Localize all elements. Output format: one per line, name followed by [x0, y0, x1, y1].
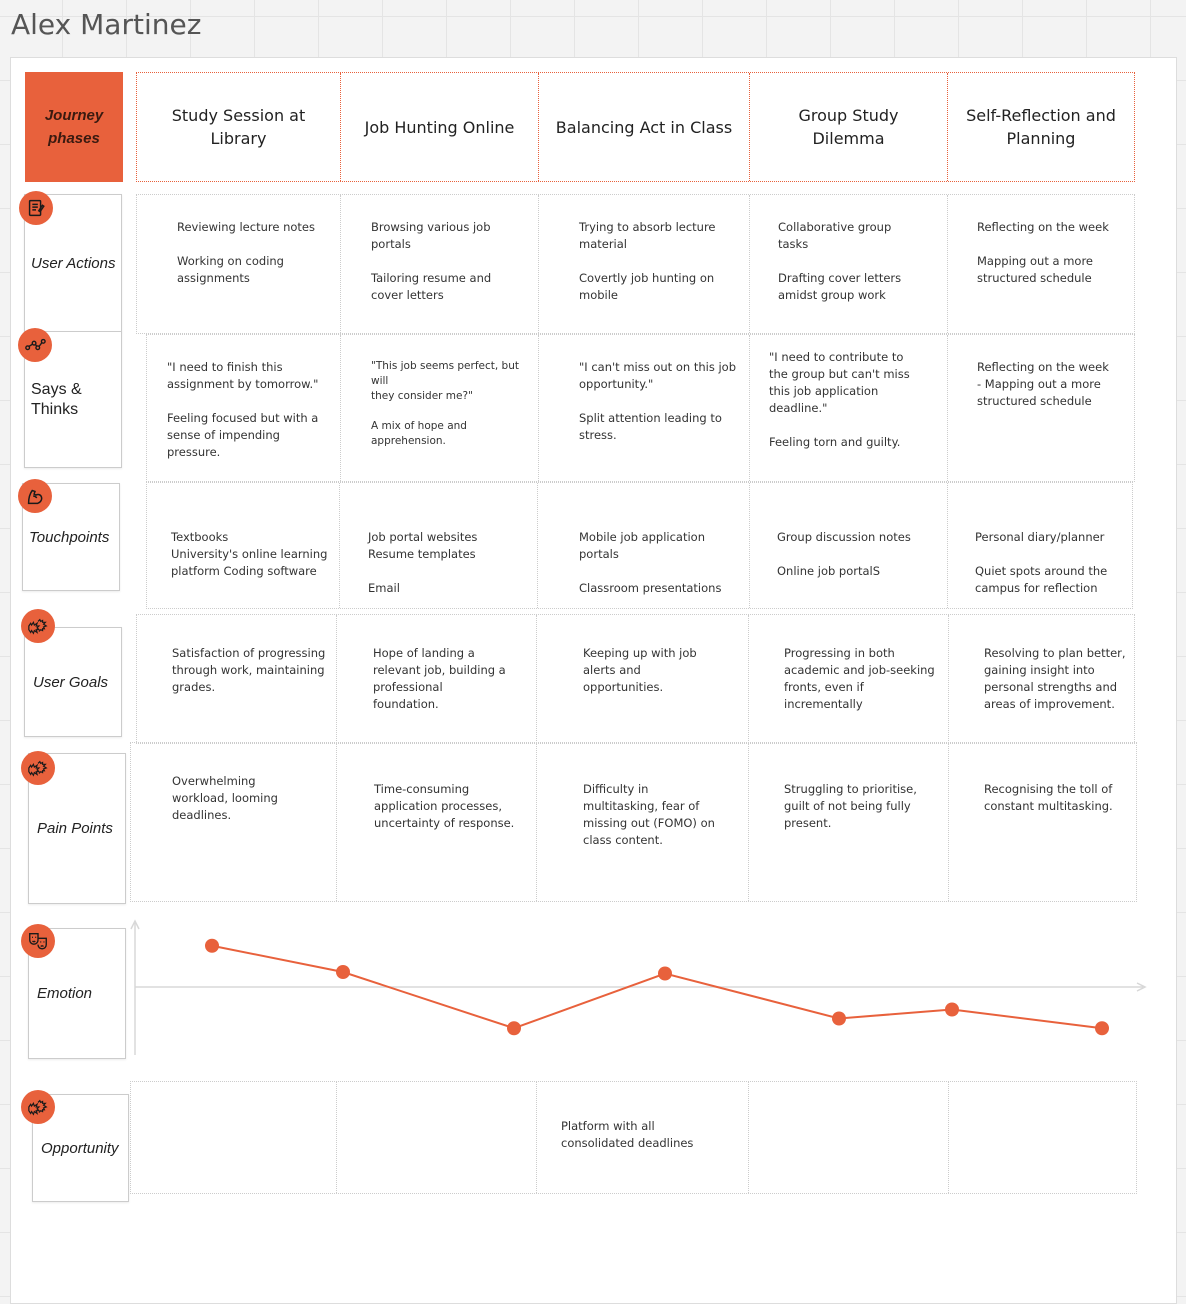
cell	[536, 743, 748, 901]
phase-5: Self-Reflection and Planning	[947, 73, 1134, 181]
cell-text: Trying to absorb lecture material Covertly job hunting on mobile	[579, 220, 716, 302]
cell-text: Progressing in both academic and job-seeking fronts, even if incrementally	[784, 646, 935, 711]
cell	[748, 743, 948, 901]
cell-text: Recognising the toll of constant multitasking.	[984, 782, 1113, 813]
cell	[948, 615, 1136, 743]
cell-text: Overwhelming workload, looming deadlines.	[172, 774, 278, 822]
cell-text: Textbooks University's online learning platform Coding software	[171, 530, 328, 578]
cell	[536, 615, 748, 743]
cell	[336, 743, 536, 901]
row-label-text: Says & Thinks	[31, 380, 82, 418]
theater-masks-icon	[21, 924, 55, 958]
cell-text: Job portal websites Resume templates Email	[368, 530, 478, 595]
cell-text: Keeping up with job alerts and opportunities.	[583, 646, 697, 694]
cell	[948, 1082, 1138, 1193]
phase-1: Study Session at Library	[171, 106, 306, 148]
cell-text: Mobile job application portals Classroom presentations	[579, 530, 722, 595]
cell-text: Time-consuming application processes, uncertainty of response.	[374, 782, 515, 830]
emotion-point-1	[205, 939, 219, 953]
row-label-text: Opportunity	[41, 1139, 119, 1157]
row-touchpoints	[146, 482, 1133, 609]
cell	[748, 1082, 948, 1193]
cell	[131, 743, 336, 901]
cell-text: Satisfaction of progressing through work, maintaining grades.	[172, 646, 326, 694]
cell	[131, 1082, 336, 1193]
cell-text: Reviewing lecture notes Working on coding assignments	[177, 220, 315, 285]
notes-icon	[19, 191, 53, 225]
cell-text: Reflecting on the week Mapping out a more structured schedule	[977, 220, 1109, 285]
row-label-text: Emotion	[37, 985, 93, 1002]
cell-text: "I can't miss out on this job opportunity." Split attention leading to stress.	[579, 360, 736, 442]
row-user-actions	[136, 194, 1135, 334]
cell-text: Group discussion notes Online job portalS	[777, 530, 911, 578]
phase-4: Group Study Dilemma	[749, 73, 947, 181]
emotion-point-3	[507, 1021, 521, 1035]
cell	[536, 1082, 748, 1193]
journey-phases-tag: Journey phases	[25, 72, 123, 182]
emotion-point-6	[945, 1003, 959, 1017]
emotion-point-4	[658, 967, 672, 981]
cell-text: Platform with all consolidated deadlines	[561, 1119, 694, 1150]
cell-text: Resolving to plan better, gaining insight into personal strengths and areas of improvement.	[984, 646, 1126, 711]
cell	[147, 483, 339, 608]
conflict-icon	[21, 609, 55, 643]
row-label-text: User Actions	[31, 254, 116, 272]
cell	[340, 335, 538, 481]
cell	[147, 335, 340, 481]
conflict-icon	[21, 751, 55, 785]
cell	[336, 615, 536, 743]
phase-header-row	[136, 72, 1135, 182]
emotion-point-2	[336, 965, 350, 979]
row-user-goals	[136, 614, 1135, 744]
cell-text: Collaborative group tasks Drafting cover letters amidst group work	[778, 220, 902, 302]
phase-2: Job Hunting Online	[340, 73, 538, 181]
emotion-point-7	[1095, 1021, 1109, 1035]
cell	[137, 615, 336, 743]
cell-text: Personal diary/planner Quiet spots around the campus for reflection	[975, 530, 1108, 595]
flexed-arm-icon	[18, 479, 52, 513]
cell-text: "I need to finish this assignment by tomorrow." Feeling focused but with a sense of impending pressure.	[167, 360, 319, 459]
emotion-axes	[131, 921, 1145, 1055]
cell	[749, 335, 947, 481]
cell	[947, 335, 1136, 481]
conflict-icon	[21, 1090, 55, 1124]
cell	[749, 483, 947, 608]
emotion-point-5	[832, 1012, 846, 1026]
cell-text: Struggling to prioritise, guilt of not being fully present.	[784, 782, 917, 830]
cell-text: Difficulty in multitasking, fear of missing out (FOMO) on class content.	[583, 782, 715, 847]
cell	[538, 195, 749, 333]
row-pain-points	[130, 742, 1137, 902]
cell-text: Reflecting on the week - Mapping out a more structured schedule	[977, 360, 1109, 408]
cell-text: Browsing various job portals Tailoring resume and cover letters	[371, 220, 492, 302]
row-label-text: Touchpoints	[29, 528, 110, 546]
cell	[339, 483, 537, 608]
cell	[340, 195, 538, 333]
cell	[537, 483, 749, 608]
cell-text: "This job seems perfect, but will they consider me?" A mix of hope and apprehension.	[371, 360, 519, 447]
row-label-text: User Goals	[33, 673, 109, 691]
emotion-chart	[125, 915, 1155, 1060]
cell	[947, 195, 1136, 333]
cell	[538, 335, 749, 481]
cell	[749, 195, 947, 333]
cell	[137, 195, 340, 333]
phase-3: Balancing Act in Class	[538, 73, 749, 181]
cell	[336, 1082, 536, 1193]
row-label-user-goals	[24, 627, 122, 737]
row-label-text: Pain Points	[37, 820, 113, 837]
row-opportunity	[130, 1081, 1137, 1194]
cell	[748, 615, 948, 743]
cell	[947, 483, 1134, 608]
cell-text: "I need to contribute to the group but can't miss this job application deadline." Feeling torn and guilty.	[769, 350, 910, 449]
journey-path-icon	[18, 328, 52, 362]
cell	[948, 743, 1138, 901]
row-says-thinks	[146, 334, 1135, 482]
cell-text: Hope of landing a relevant job, building a professional foundation.	[373, 646, 506, 711]
page-title: Alex Martinez	[11, 8, 202, 41]
